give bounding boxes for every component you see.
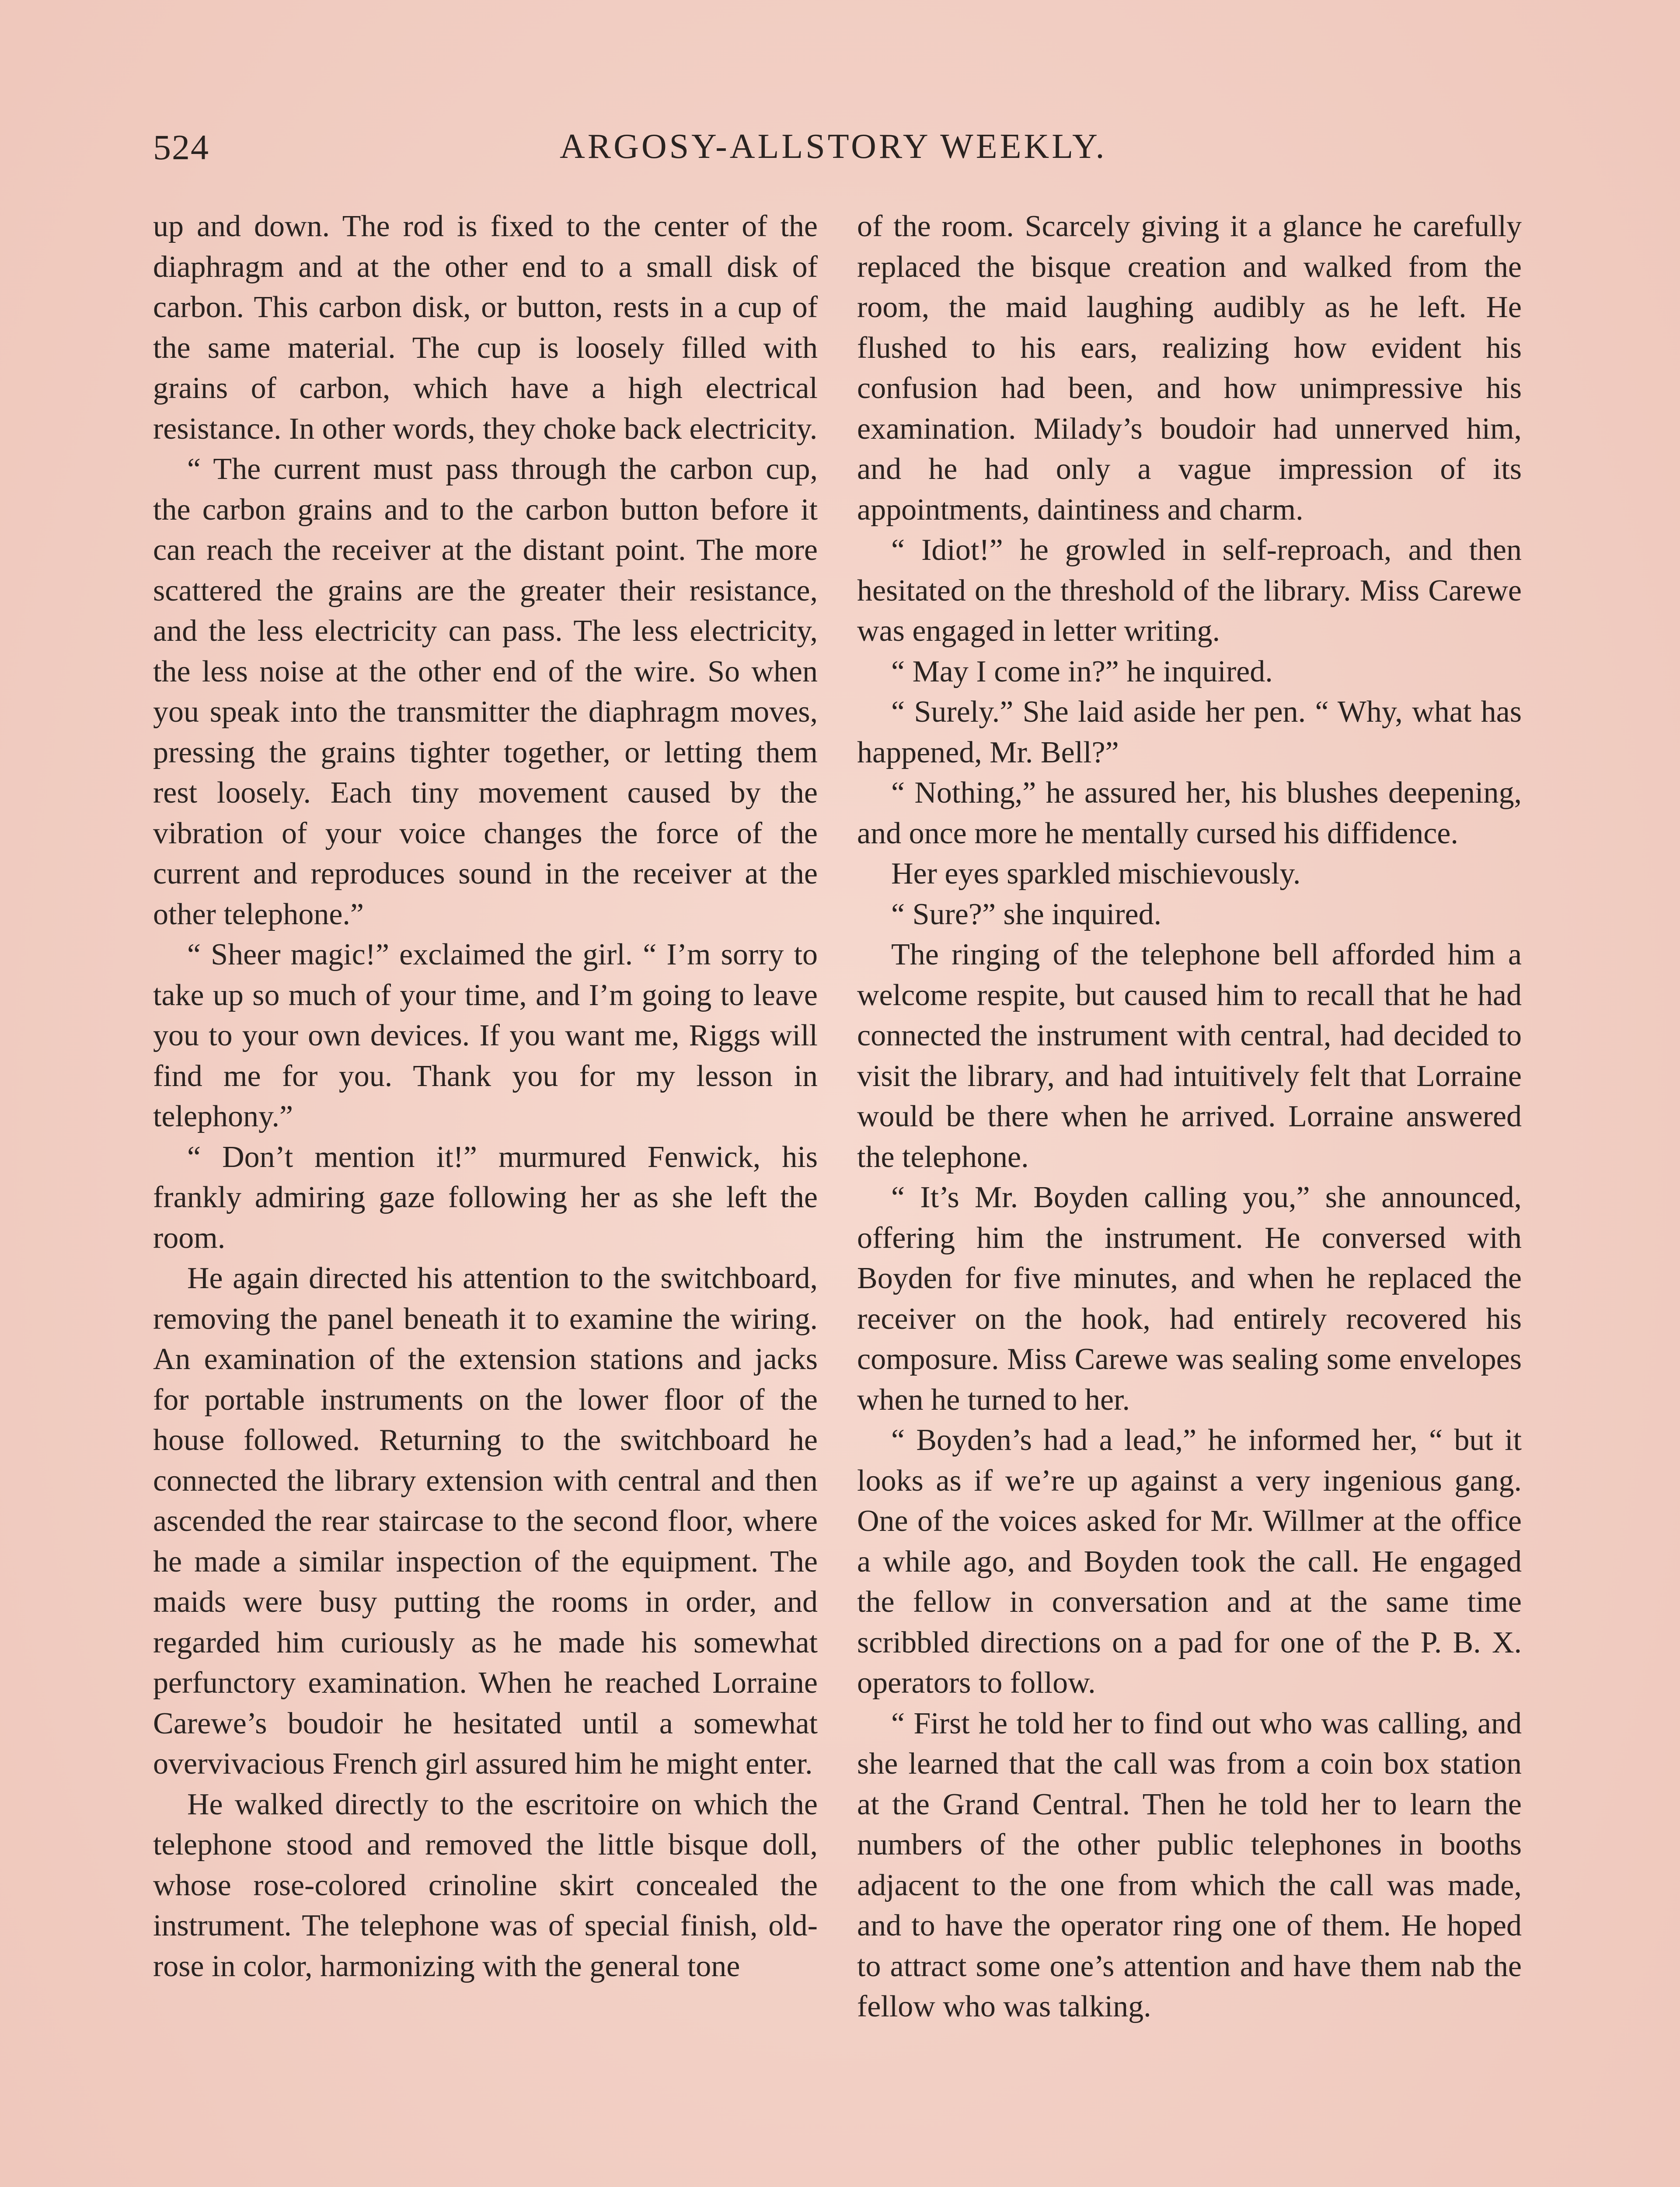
paragraph: He walked directly to the escritoire on which the telephone stood and removed the little bisque doll, whose rose-colored crinoline skirt concealed the instrument. The telephone was of special finish, old-rose in color, harmonizing with the general tone: [153, 1787, 818, 1983]
paragraph: Her eyes sparkled mischievously.: [891, 857, 1301, 891]
right-column: [857, 206, 1522, 2027]
paragraph: “ Nothing,” he assured her, his blushes deepening, and once more he mentally cursed his diffidence.: [857, 776, 1522, 850]
running-head: ARGOSY-ALLSTORY WEEKLY.: [560, 127, 1107, 166]
paragraph: “ First he told her to find out who was calling, and she learned that the call was from a coin box station at the Grand Central. Then he told her to learn the numbers of the other public telephones in booths adjacent to the one from which the call was made, and to have the operator ring one of them. He hoped to attract some one’s attention and have them nab the fellow who was talking.: [857, 1706, 1522, 2023]
paragraph: He again directed his attention to the switchboard, removing the panel beneath it to examine the wiring. An examination of the extension stations and jacks for portable instruments on the lower floor of the house followed. Returning to the switchboard he connected the library extension with central and then ascended the rear staircase to the second floor, where he made a similar inspection of the equipment. The maids were busy putting the rooms in order, and regarded him curiously as he made his somewhat perfunctory examination. When he reached Lorraine Carewe’s boudoir he hesitated until a somewhat overvivacious French girl assured him he might enter.: [153, 1261, 818, 1781]
page-header: [153, 127, 1544, 175]
paragraph: “ Don’t mention it!” murmured Fenwick, his frankly admiring gaze following her as she left the room.: [153, 1140, 818, 1255]
left-column: [153, 206, 818, 1987]
paragraph: “ Sure?” she inquired.: [891, 897, 1162, 931]
paragraph: The ringing of the telephone bell afforded him a welcome respite, but caused him to recall that he had connected the instrument with central, had decided to visit the library, and had intuitively felt that Lorraine would be there when he arrived. Lorraine answered the telephone.: [857, 938, 1522, 1174]
paragraph: “ Boyden’s had a lead,” he informed her, “ but it looks as if we’re up against a very ingenious gang. One of the voices asked for Mr. Willmer at the office a while ago, and Boyden took the call. He engaged the fellow in conversation and at the same time scribbled directions on a pad for one of the P. B. X. operators to follow.: [857, 1423, 1522, 1700]
paragraph: “ Surely.” She laid aside her pen. “ Why, what has happened, Mr. Bell?”: [857, 695, 1522, 769]
paragraph: “ May I come in?” he inquired.: [891, 654, 1273, 688]
paragraph: “ The current must pass through the carbon cup, the carbon grains and to the carbon button before it can reach the receiver at the distant point. The more scattered the grains are the greater their resistance, and the less electricity can pass. The less electricity, the less noise at the other end of the wire. So when you speak into the transmitter the diaphragm moves, pressing the grains tighter together, or letting them rest loosely. Each tiny movement caused by the vibration of your voice changes the force of the current and reproduces sound in the receiver at the other telephone.”: [153, 452, 818, 931]
paragraph: “ Sheer magic!” exclaimed the girl. “ I’m sorry to take up so much of your time, and I’m going to leave you to your own devices. If you want me, Riggs will find me for you. Thank you for my lesson in telephony.”: [153, 938, 818, 1133]
paragraph: “ Idiot!” he growled in self-reproach, and then hesitated on the threshold of the library. Miss Carewe was engaged in letter writing.: [857, 533, 1522, 648]
paragraph: “ It’s Mr. Boyden calling you,” she announced, offering him the instrument. He conversed with Boyden for five minutes, and when he replaced the receiver on the hook, had entirely recovered his composure. Miss Carewe was sealing some envelopes when he turned to her.: [857, 1181, 1522, 1417]
page-number: 524: [153, 127, 209, 167]
paragraph: up and down. The rod is fixed to the center of the diaphragm and at the other end to a small disk of carbon. This carbon disk, or button, rests in a cup of the same material. The cup is loosely filled with grains of carbon, which have a high electrical resistance. In other words, they choke back electricity.: [153, 210, 818, 446]
paragraph: of the room. Scarcely giving it a glance he carefully replaced the bisque creation and walked from the room, the maid laughing audibly as he left. He flushed to his ears, realizing how evident his confusion had been, and how unimpressive his examination. Milady’s boudoir had unnerved him, and he had only a vague impression of its appointments, daintiness and charm.: [857, 210, 1522, 527]
